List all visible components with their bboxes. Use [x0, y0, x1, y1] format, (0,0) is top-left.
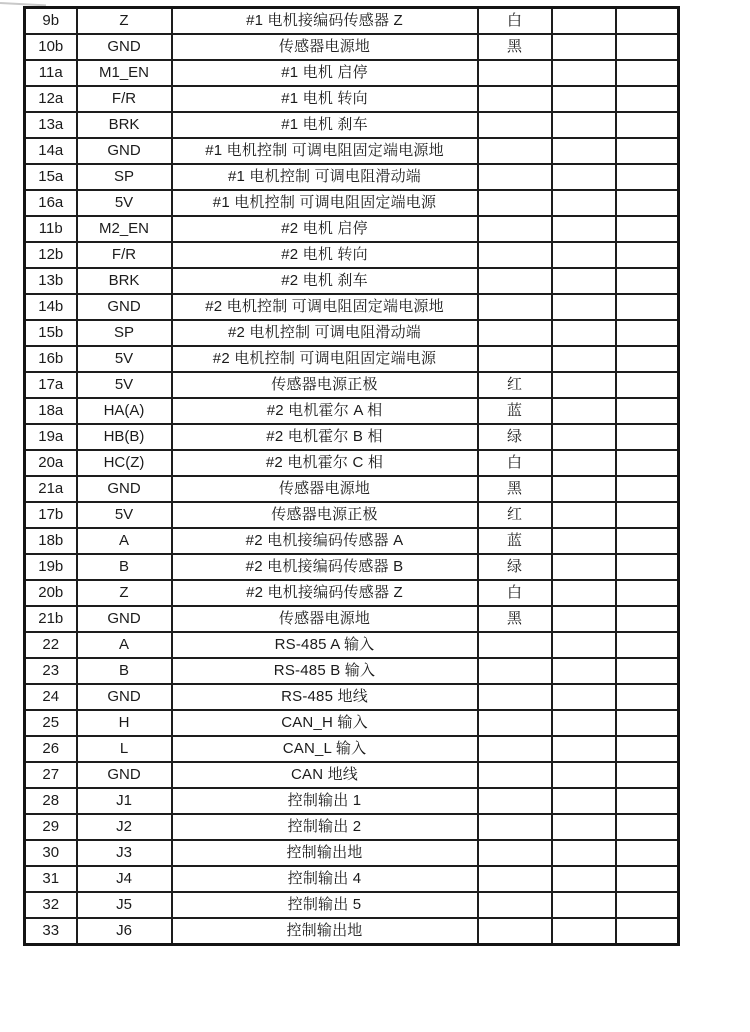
table-row: [25, 242, 679, 268]
description-cell: #2 电机接编码传感器 B: [172, 554, 478, 580]
table-row: [25, 450, 679, 476]
description-cell: #2 电机 刹车: [172, 268, 478, 294]
table-row: [25, 632, 679, 658]
description-cell: 传感器电源正极: [172, 502, 478, 528]
empty-cell-1: [552, 502, 616, 528]
empty-cell-1: [552, 814, 616, 840]
table-row: [25, 814, 679, 840]
empty-cell-2: [616, 918, 679, 945]
pin-cell: 27: [25, 762, 77, 788]
signal-cell: HA(A): [77, 398, 172, 424]
table-row: [25, 658, 679, 684]
empty-cell-2: [616, 86, 679, 112]
empty-cell-1: [552, 476, 616, 502]
empty-cell-1: [552, 372, 616, 398]
color-cell: [478, 112, 552, 138]
pin-cell: 19a: [25, 424, 77, 450]
description-cell: 控制输出 2: [172, 814, 478, 840]
empty-cell-2: [616, 372, 679, 398]
signal-cell: BRK: [77, 112, 172, 138]
empty-cell-2: [616, 346, 679, 372]
pin-cell: 17b: [25, 502, 77, 528]
table-row: [25, 788, 679, 814]
color-cell: [478, 840, 552, 866]
pin-cell: 30: [25, 840, 77, 866]
table-row: [25, 8, 679, 35]
color-cell: 黑: [478, 34, 552, 60]
description-cell: #2 电机霍尔 C 相: [172, 450, 478, 476]
pin-cell: 11b: [25, 216, 77, 242]
color-cell: 绿: [478, 424, 552, 450]
empty-cell-2: [616, 164, 679, 190]
empty-cell-2: [616, 736, 679, 762]
signal-cell: F/R: [77, 86, 172, 112]
empty-cell-1: [552, 866, 616, 892]
empty-cell-1: [552, 320, 616, 346]
color-cell: [478, 814, 552, 840]
empty-cell-2: [616, 866, 679, 892]
signal-cell: L: [77, 736, 172, 762]
empty-cell-1: [552, 710, 616, 736]
pin-cell: 10b: [25, 34, 77, 60]
description-cell: 控制输出地: [172, 918, 478, 945]
color-cell: [478, 346, 552, 372]
signal-cell: GND: [77, 138, 172, 164]
empty-cell-1: [552, 684, 616, 710]
description-cell: #2 电机霍尔 A 相: [172, 398, 478, 424]
description-cell: 传感器电源地: [172, 34, 478, 60]
color-cell: [478, 788, 552, 814]
empty-cell-2: [616, 320, 679, 346]
color-cell: 绿: [478, 554, 552, 580]
empty-cell-2: [616, 450, 679, 476]
table-row: [25, 34, 679, 60]
pin-cell: 15b: [25, 320, 77, 346]
empty-cell-1: [552, 242, 616, 268]
table-row: [25, 60, 679, 86]
empty-cell-1: [552, 554, 616, 580]
empty-cell-2: [616, 892, 679, 918]
pin-cell: 9b: [25, 8, 77, 35]
pin-cell: 19b: [25, 554, 77, 580]
empty-cell-2: [616, 762, 679, 788]
table-row: [25, 580, 679, 606]
pin-cell: 15a: [25, 164, 77, 190]
pin-cell: 16a: [25, 190, 77, 216]
empty-cell-1: [552, 528, 616, 554]
color-cell: 白: [478, 580, 552, 606]
color-cell: 黑: [478, 606, 552, 632]
pin-cell: 31: [25, 866, 77, 892]
table-row: [25, 866, 679, 892]
table-row: [25, 138, 679, 164]
signal-cell: 5V: [77, 346, 172, 372]
empty-cell-1: [552, 216, 616, 242]
table-row: [25, 268, 679, 294]
color-cell: [478, 60, 552, 86]
table-row: [25, 918, 679, 945]
color-cell: 红: [478, 502, 552, 528]
table-row: [25, 528, 679, 554]
empty-cell-1: [552, 268, 616, 294]
empty-cell-2: [616, 502, 679, 528]
table-row: [25, 684, 679, 710]
description-cell: #2 电机控制 可调电阻固定端电源: [172, 346, 478, 372]
table-row: [25, 424, 679, 450]
description-cell: 传感器电源地: [172, 606, 478, 632]
color-cell: [478, 632, 552, 658]
table-row: [25, 398, 679, 424]
color-cell: [478, 736, 552, 762]
signal-cell: J3: [77, 840, 172, 866]
signal-cell: B: [77, 554, 172, 580]
description-cell: #1 电机 启停: [172, 60, 478, 86]
description-cell: 控制输出 5: [172, 892, 478, 918]
empty-cell-2: [616, 60, 679, 86]
signal-cell: Z: [77, 580, 172, 606]
empty-cell-1: [552, 580, 616, 606]
table-row: [25, 762, 679, 788]
empty-cell-2: [616, 242, 679, 268]
signal-cell: GND: [77, 762, 172, 788]
description-cell: CAN 地线: [172, 762, 478, 788]
description-cell: 控制输出地: [172, 840, 478, 866]
color-cell: [478, 164, 552, 190]
color-cell: 黑: [478, 476, 552, 502]
table-row: [25, 112, 679, 138]
color-cell: [478, 684, 552, 710]
empty-cell-2: [616, 138, 679, 164]
pin-cell: 32: [25, 892, 77, 918]
empty-cell-2: [616, 684, 679, 710]
signal-cell: J4: [77, 866, 172, 892]
description-cell: #2 电机控制 可调电阻滑动端: [172, 320, 478, 346]
description-cell: #1 电机接编码传感器 Z: [172, 8, 478, 35]
signal-cell: J5: [77, 892, 172, 918]
pin-cell: 21a: [25, 476, 77, 502]
color-cell: [478, 320, 552, 346]
empty-cell-1: [552, 34, 616, 60]
color-cell: [478, 892, 552, 918]
signal-cell: H: [77, 710, 172, 736]
color-cell: [478, 86, 552, 112]
empty-cell-1: [552, 86, 616, 112]
description-cell: CAN_H 输入: [172, 710, 478, 736]
table-row: [25, 710, 679, 736]
signal-cell: 5V: [77, 190, 172, 216]
color-cell: 蓝: [478, 398, 552, 424]
table-row: [25, 502, 679, 528]
empty-cell-2: [616, 528, 679, 554]
empty-cell-1: [552, 840, 616, 866]
table-row: [25, 476, 679, 502]
description-cell: RS-485 地线: [172, 684, 478, 710]
color-cell: [478, 866, 552, 892]
table-row: [25, 892, 679, 918]
color-cell: [478, 268, 552, 294]
signal-cell: B: [77, 658, 172, 684]
pin-cell: 33: [25, 918, 77, 945]
signal-cell: J1: [77, 788, 172, 814]
pin-cell: 18b: [25, 528, 77, 554]
empty-cell-2: [616, 216, 679, 242]
description-cell: #1 电机控制 可调电阻滑动端: [172, 164, 478, 190]
empty-cell-1: [552, 450, 616, 476]
pin-cell: 13a: [25, 112, 77, 138]
empty-cell-2: [616, 710, 679, 736]
table-row: [25, 736, 679, 762]
empty-cell-1: [552, 294, 616, 320]
pin-cell: 24: [25, 684, 77, 710]
table-row: [25, 86, 679, 112]
table-row: [25, 346, 679, 372]
empty-cell-2: [616, 840, 679, 866]
signal-cell: GND: [77, 34, 172, 60]
description-cell: #2 电机霍尔 B 相: [172, 424, 478, 450]
empty-cell-1: [552, 632, 616, 658]
description-cell: #2 电机 启停: [172, 216, 478, 242]
signal-cell: BRK: [77, 268, 172, 294]
signal-cell: J2: [77, 814, 172, 840]
signal-cell: GND: [77, 684, 172, 710]
empty-cell-2: [616, 294, 679, 320]
signal-cell: HB(B): [77, 424, 172, 450]
description-cell: 控制输出 4: [172, 866, 478, 892]
empty-cell-1: [552, 112, 616, 138]
empty-cell-1: [552, 736, 616, 762]
signal-cell: GND: [77, 294, 172, 320]
signal-cell: M1_EN: [77, 60, 172, 86]
empty-cell-1: [552, 8, 616, 35]
signal-cell: M2_EN: [77, 216, 172, 242]
color-cell: [478, 762, 552, 788]
empty-cell-1: [552, 60, 616, 86]
empty-cell-1: [552, 788, 616, 814]
empty-cell-2: [616, 8, 679, 35]
description-cell: 传感器电源地: [172, 476, 478, 502]
pin-cell: 26: [25, 736, 77, 762]
pin-cell: 13b: [25, 268, 77, 294]
empty-cell-1: [552, 606, 616, 632]
signal-cell: 5V: [77, 502, 172, 528]
signal-cell: HC(Z): [77, 450, 172, 476]
color-cell: [478, 658, 552, 684]
empty-cell-1: [552, 762, 616, 788]
empty-cell-1: [552, 190, 616, 216]
description-cell: RS-485 A 输入: [172, 632, 478, 658]
pin-cell: 16b: [25, 346, 77, 372]
pin-cell: 22: [25, 632, 77, 658]
empty-cell-1: [552, 658, 616, 684]
description-cell: 传感器电源正极: [172, 372, 478, 398]
table-row: [25, 320, 679, 346]
pin-cell: 12b: [25, 242, 77, 268]
description-cell: RS-485 B 输入: [172, 658, 478, 684]
signal-cell: A: [77, 528, 172, 554]
empty-cell-1: [552, 424, 616, 450]
color-cell: [478, 216, 552, 242]
description-cell: #2 电机 转向: [172, 242, 478, 268]
empty-cell-2: [616, 476, 679, 502]
table-row: [25, 840, 679, 866]
empty-cell-2: [616, 788, 679, 814]
empty-cell-1: [552, 892, 616, 918]
empty-cell-2: [616, 606, 679, 632]
description-cell: #2 电机控制 可调电阻固定端电源地: [172, 294, 478, 320]
pin-cell: 23: [25, 658, 77, 684]
empty-cell-2: [616, 190, 679, 216]
color-cell: [478, 710, 552, 736]
color-cell: [478, 190, 552, 216]
color-cell: 蓝: [478, 528, 552, 554]
color-cell: [478, 138, 552, 164]
empty-cell-2: [616, 580, 679, 606]
pin-cell: 20b: [25, 580, 77, 606]
pin-cell: 12a: [25, 86, 77, 112]
pin-cell: 25: [25, 710, 77, 736]
pin-cell: 18a: [25, 398, 77, 424]
table-row: [25, 216, 679, 242]
table-row: [25, 164, 679, 190]
signal-cell: Z: [77, 8, 172, 35]
pin-cell: 21b: [25, 606, 77, 632]
color-cell: [478, 242, 552, 268]
pinout-table: [23, 6, 680, 946]
empty-cell-1: [552, 918, 616, 945]
table-row: [25, 606, 679, 632]
signal-cell: GND: [77, 606, 172, 632]
table-row: [25, 294, 679, 320]
color-cell: 红: [478, 372, 552, 398]
pin-cell: 14b: [25, 294, 77, 320]
description-cell: #1 电机 转向: [172, 86, 478, 112]
empty-cell-2: [616, 34, 679, 60]
pin-cell: 28: [25, 788, 77, 814]
pinout-table-body: [25, 8, 679, 945]
description-cell: #1 电机 刹车: [172, 112, 478, 138]
description-cell: #2 电机接编码传感器 A: [172, 528, 478, 554]
empty-cell-2: [616, 398, 679, 424]
signal-cell: 5V: [77, 372, 172, 398]
empty-cell-1: [552, 346, 616, 372]
signal-cell: SP: [77, 320, 172, 346]
empty-cell-2: [616, 424, 679, 450]
empty-cell-2: [616, 268, 679, 294]
table-row: [25, 554, 679, 580]
description-cell: #2 电机接编码传感器 Z: [172, 580, 478, 606]
color-cell: [478, 294, 552, 320]
table-row: [25, 372, 679, 398]
empty-cell-2: [616, 112, 679, 138]
color-cell: 白: [478, 8, 552, 35]
color-cell: [478, 918, 552, 945]
empty-cell-1: [552, 398, 616, 424]
pin-cell: 14a: [25, 138, 77, 164]
signal-cell: F/R: [77, 242, 172, 268]
empty-cell-1: [552, 164, 616, 190]
pin-cell: 20a: [25, 450, 77, 476]
description-cell: #1 电机控制 可调电阻固定端电源地: [172, 138, 478, 164]
color-cell: 白: [478, 450, 552, 476]
signal-cell: GND: [77, 476, 172, 502]
empty-cell-2: [616, 814, 679, 840]
description-cell: 控制输出 1: [172, 788, 478, 814]
pin-cell: 17a: [25, 372, 77, 398]
signal-cell: A: [77, 632, 172, 658]
empty-cell-2: [616, 554, 679, 580]
pin-cell: 11a: [25, 60, 77, 86]
empty-cell-2: [616, 632, 679, 658]
empty-cell-2: [616, 658, 679, 684]
pin-cell: 29: [25, 814, 77, 840]
signal-cell: J6: [77, 918, 172, 945]
description-cell: #1 电机控制 可调电阻固定端电源: [172, 190, 478, 216]
description-cell: CAN_L 输入: [172, 736, 478, 762]
table-row: [25, 190, 679, 216]
empty-cell-1: [552, 138, 616, 164]
signal-cell: SP: [77, 164, 172, 190]
